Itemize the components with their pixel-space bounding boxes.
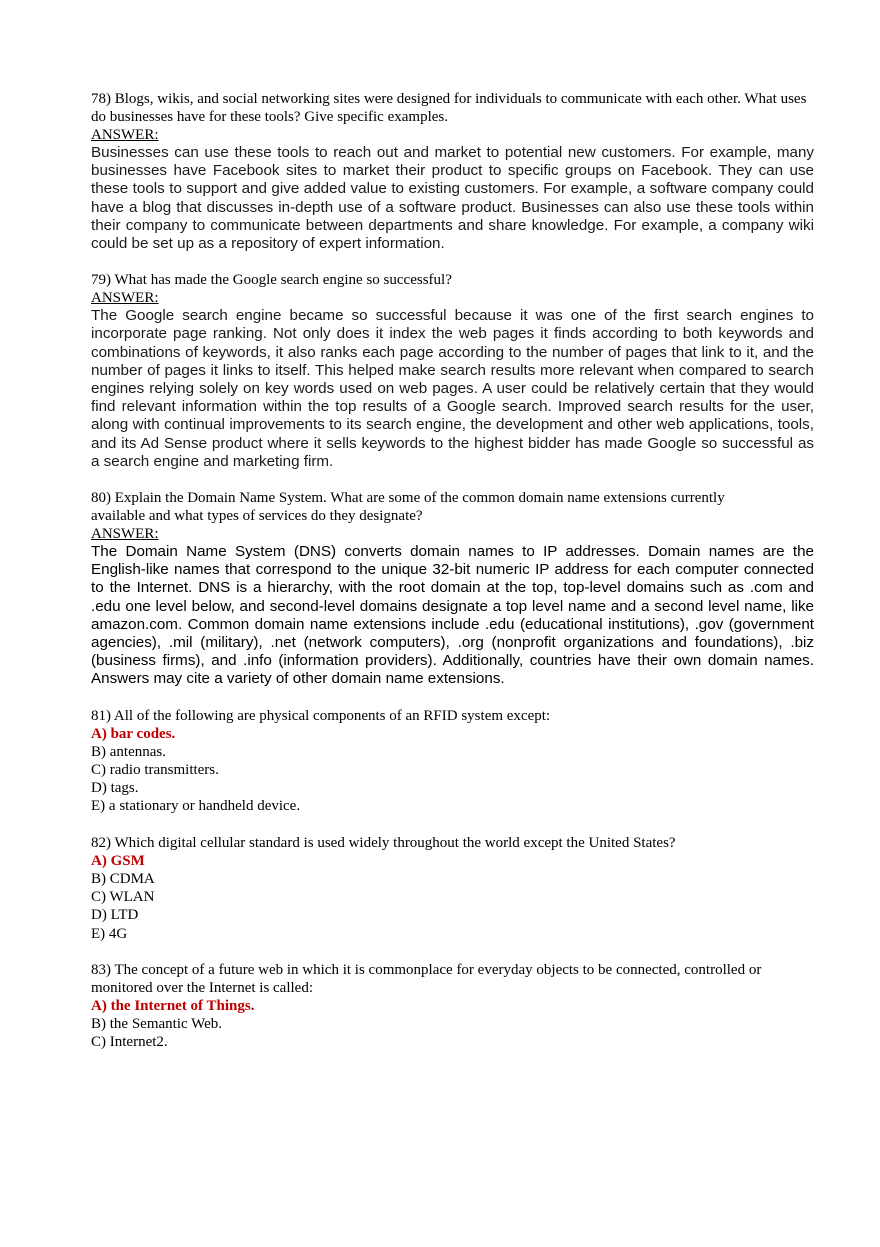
question-83-text: 83) The concept of a future web in which it is commonplace for everyday objects to be connected, controlled or monitored over the Internet is called: — [91, 961, 762, 996]
option-correct: A) the Internet of Things. — [91, 997, 255, 1014]
question-81 — [91, 707, 814, 816]
question-82-text: 82) Which digital cellular standard is used widely throughout the world except the United States? — [91, 834, 676, 851]
option: C) radio transmitters. — [91, 762, 219, 779]
question-81-text: 81) All of the following are physical components of an RFID system except: — [91, 707, 551, 724]
question-78 — [91, 90, 814, 253]
question-78-text: 78) Blogs, wikis, and social networking sites were designed for individuals to communicate with each other. What uses do businesses have for these tools? Give specific examples. — [91, 91, 807, 125]
option: B) CDMA — [91, 870, 155, 887]
question-79-text: 79) What has made the Google search engine so successful? — [91, 272, 452, 289]
option: B) antennas. — [91, 743, 166, 760]
option: D) LTD — [91, 907, 139, 924]
answer-label: ANSWER: — [91, 526, 159, 543]
option: E) 4G — [91, 925, 128, 942]
question-83 — [91, 961, 814, 1052]
question-80 — [91, 489, 814, 689]
question-79 — [91, 271, 814, 471]
option: B) the Semantic Web. — [91, 1015, 222, 1032]
answer-78-text: Businesses can use these tools to reach out and market to potential new customers. For example, many businesses have Facebook sites to market their product to specific groups on Facebook. They can use these tools to support and give added value to existing customers. For example, a software company could have a blog that discusses in-depth use of a software product. Businesses can also use these tools within their company to communicate between departments and share knowledge. For example, a company wiki could be set up as a repository of expert information. — [91, 144, 814, 253]
answer-label: ANSWER: — [91, 127, 159, 143]
question-80-text-line2: available and what types of services do they designate? — [91, 508, 423, 525]
answer-80-text: The Domain Name System (DNS) converts domain names to IP addresses. Domain names are the English-like names that correspond to the unique 32-bit numeric IP address for each computer connected to the Internet. DNS is a hierarchy, with the root domain at the top, top-level domains such as .com and .edu one level below, and second-level domains designate a top level name and a second level name, like amazon.com. Common domain name extensions include .edu (educational institutions), .gov (government agencies), .mil (military), .net (network computers), .org (nonprofit organizations and foundations), .biz (business firms), and .info (information providers). Additionally, countries have their own domain names. Answers may cite a variety of other domain name extensions. — [91, 543, 814, 688]
question-82 — [91, 834, 814, 943]
option: D) tags. — [91, 780, 139, 797]
option-correct: A) GSM — [91, 852, 145, 869]
option: E) a stationary or handheld device. — [91, 798, 301, 815]
option: C) Internet2. — [91, 1034, 168, 1051]
answer-label: ANSWER: — [91, 290, 159, 307]
answer-79-text: The Google search engine became so successful because it was one of the first search engines to incorporate page ranking. Not only does it index the web pages it finds according to both keywords and combinations of keywords, it also ranks each page according to the number of pages that link to it, and the number of pages it links to itself. This helped make search results more relevant when compared to search engines relying solely on key words used on web pages. A user could be relatively certain that they would find relevant information within the top results of a Google search. Improved search results for the user, along with continual improvements to its search engine, the development and other web applications, tools, and its Ad Sense product where it sells keywords to the highest bidder has made Google so successful as a search engine and marketing firm. — [91, 307, 814, 470]
option-correct: A) bar codes. — [91, 725, 176, 742]
question-80-text-line1: 80) Explain the Domain Name System. What are some of the common domain name extensions currently — [91, 490, 725, 507]
option: C) WLAN — [91, 889, 155, 906]
